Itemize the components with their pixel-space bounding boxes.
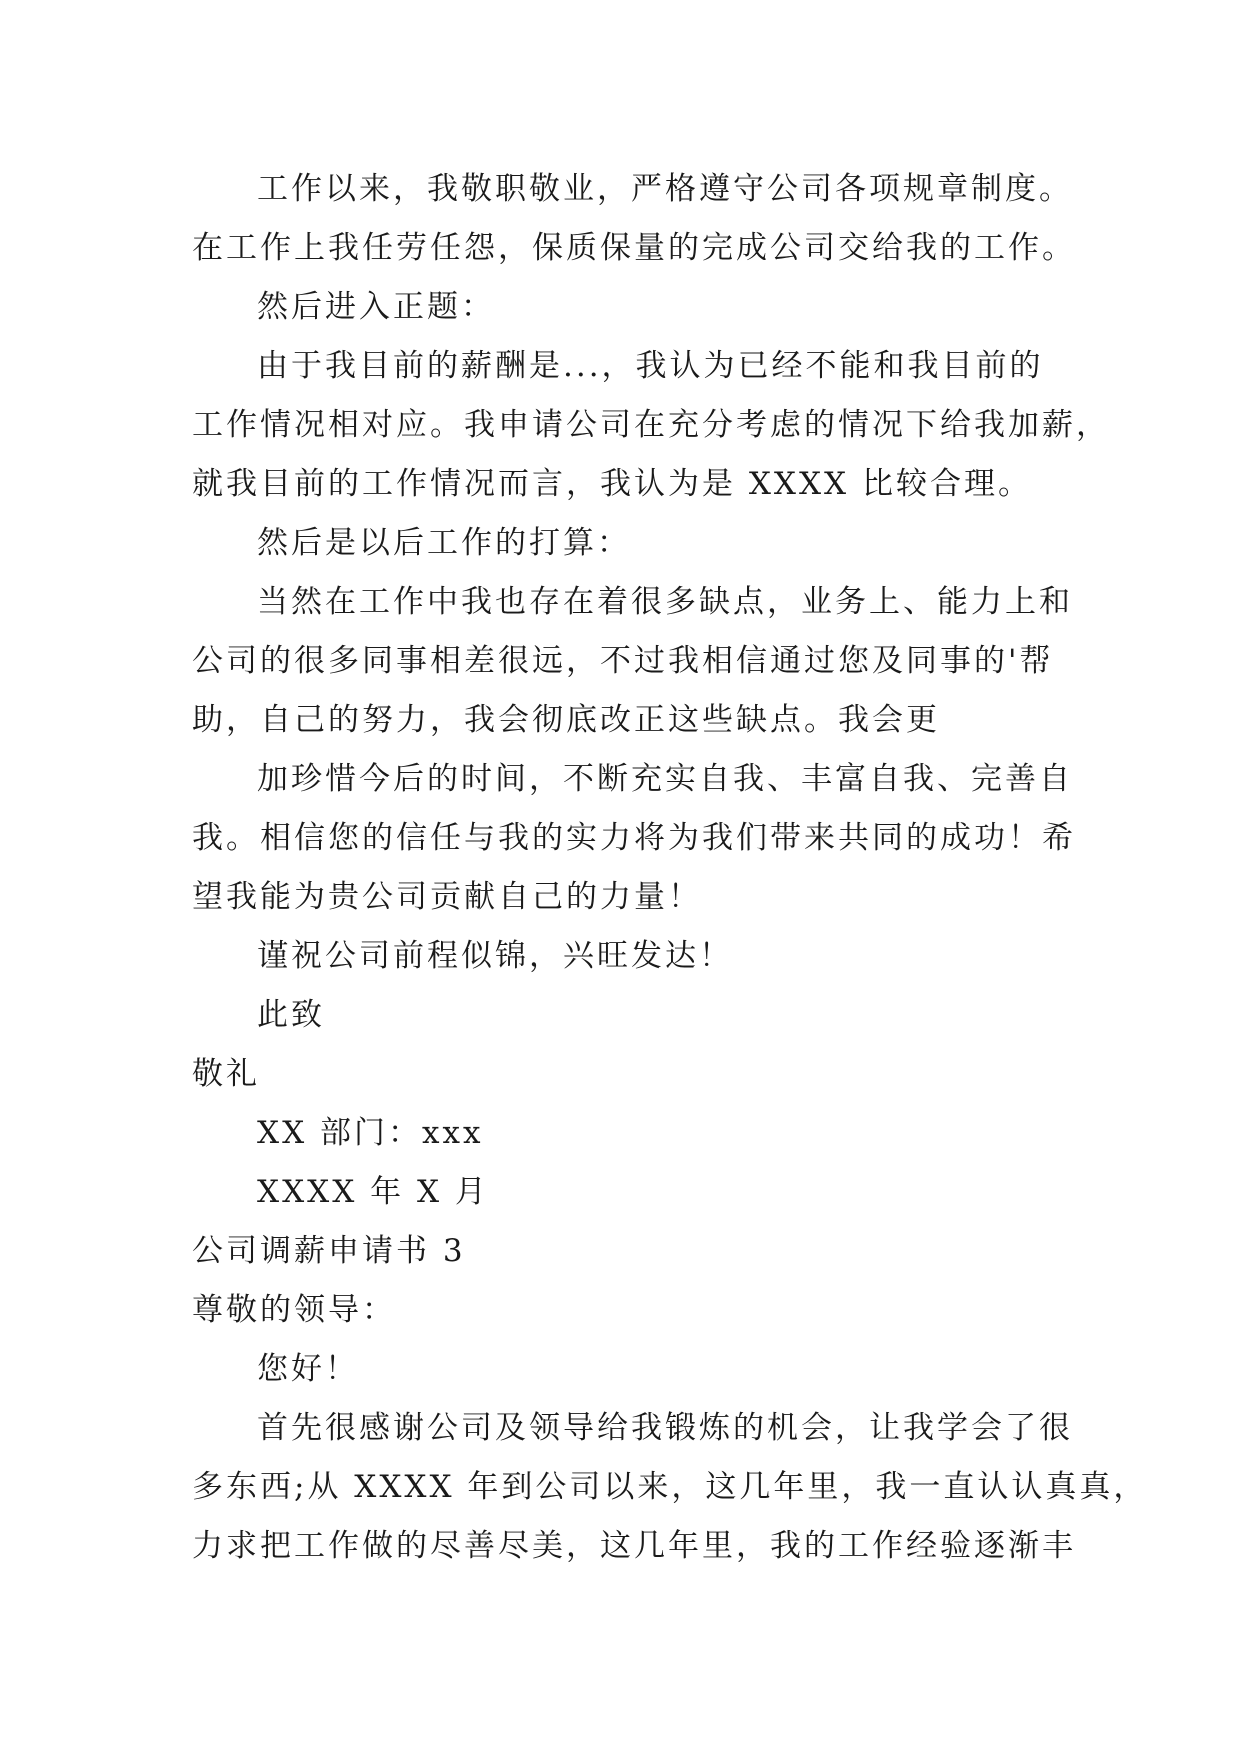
closing-phrase: 此致 bbox=[257, 997, 325, 1033]
text-line: 力求把工作做的尽善尽美，这几年里，我的工作经验逐渐丰 bbox=[192, 1528, 1076, 1564]
text-line: 工作以来，我敬职敬业，严格遵守公司各项规章制度。 bbox=[257, 171, 1073, 207]
text-line: 我。相信您的信任与我的实力将为我们带来共同的成功！希 bbox=[192, 820, 1076, 856]
text-line: 当然在工作中我也存在着很多缺点，业务上、能力上和 bbox=[257, 584, 1073, 620]
text-line: 望我能为贵公司贡献自己的力量！ bbox=[192, 879, 702, 915]
text-line: 助，自己的努力，我会彻底改正这些缺点。我会更 bbox=[192, 702, 940, 738]
section-title: 公司调薪申请书 3 bbox=[192, 1233, 466, 1269]
signature-department: XX 部门：xxx bbox=[257, 1115, 484, 1151]
text-line: 就我目前的工作情况而言，我认为是 XXXX 比较合理。 bbox=[192, 466, 1032, 502]
text-line: 工作情况相对应。我申请公司在充分考虑的情况下给我加薪， bbox=[192, 407, 1110, 443]
text-line: 多东西;从 XXXX 年到公司以来，这几年里，我一直认认真真， bbox=[192, 1469, 1148, 1505]
signature-date: XXXX 年 X 月 bbox=[257, 1174, 489, 1210]
text-line: 谨祝公司前程似锦，兴旺发达！ bbox=[257, 938, 733, 974]
text-line: 然后是以后工作的打算： bbox=[257, 525, 631, 561]
text-line: 首先很感谢公司及领导给我锻炼的机会，让我学会了很 bbox=[257, 1410, 1073, 1446]
text-line: 由于我目前的薪酬是...，我认为已经不能和我目前的 bbox=[257, 348, 1044, 384]
text-line: 然后进入正题： bbox=[257, 289, 495, 325]
text-line: 在工作上我任劳任怨，保质保量的完成公司交给我的工作。 bbox=[192, 230, 1076, 266]
greeting: 您好！ bbox=[257, 1351, 359, 1387]
text-line: 公司的很多同事相差很远，不过我相信通过您及同事的'帮 bbox=[192, 643, 1054, 679]
salutation: 敬礼 bbox=[192, 1056, 260, 1092]
greeting-addressee: 尊敬的领导： bbox=[192, 1292, 396, 1328]
text-line: 加珍惜今后的时间，不断充实自我、丰富自我、完善自 bbox=[257, 761, 1073, 797]
